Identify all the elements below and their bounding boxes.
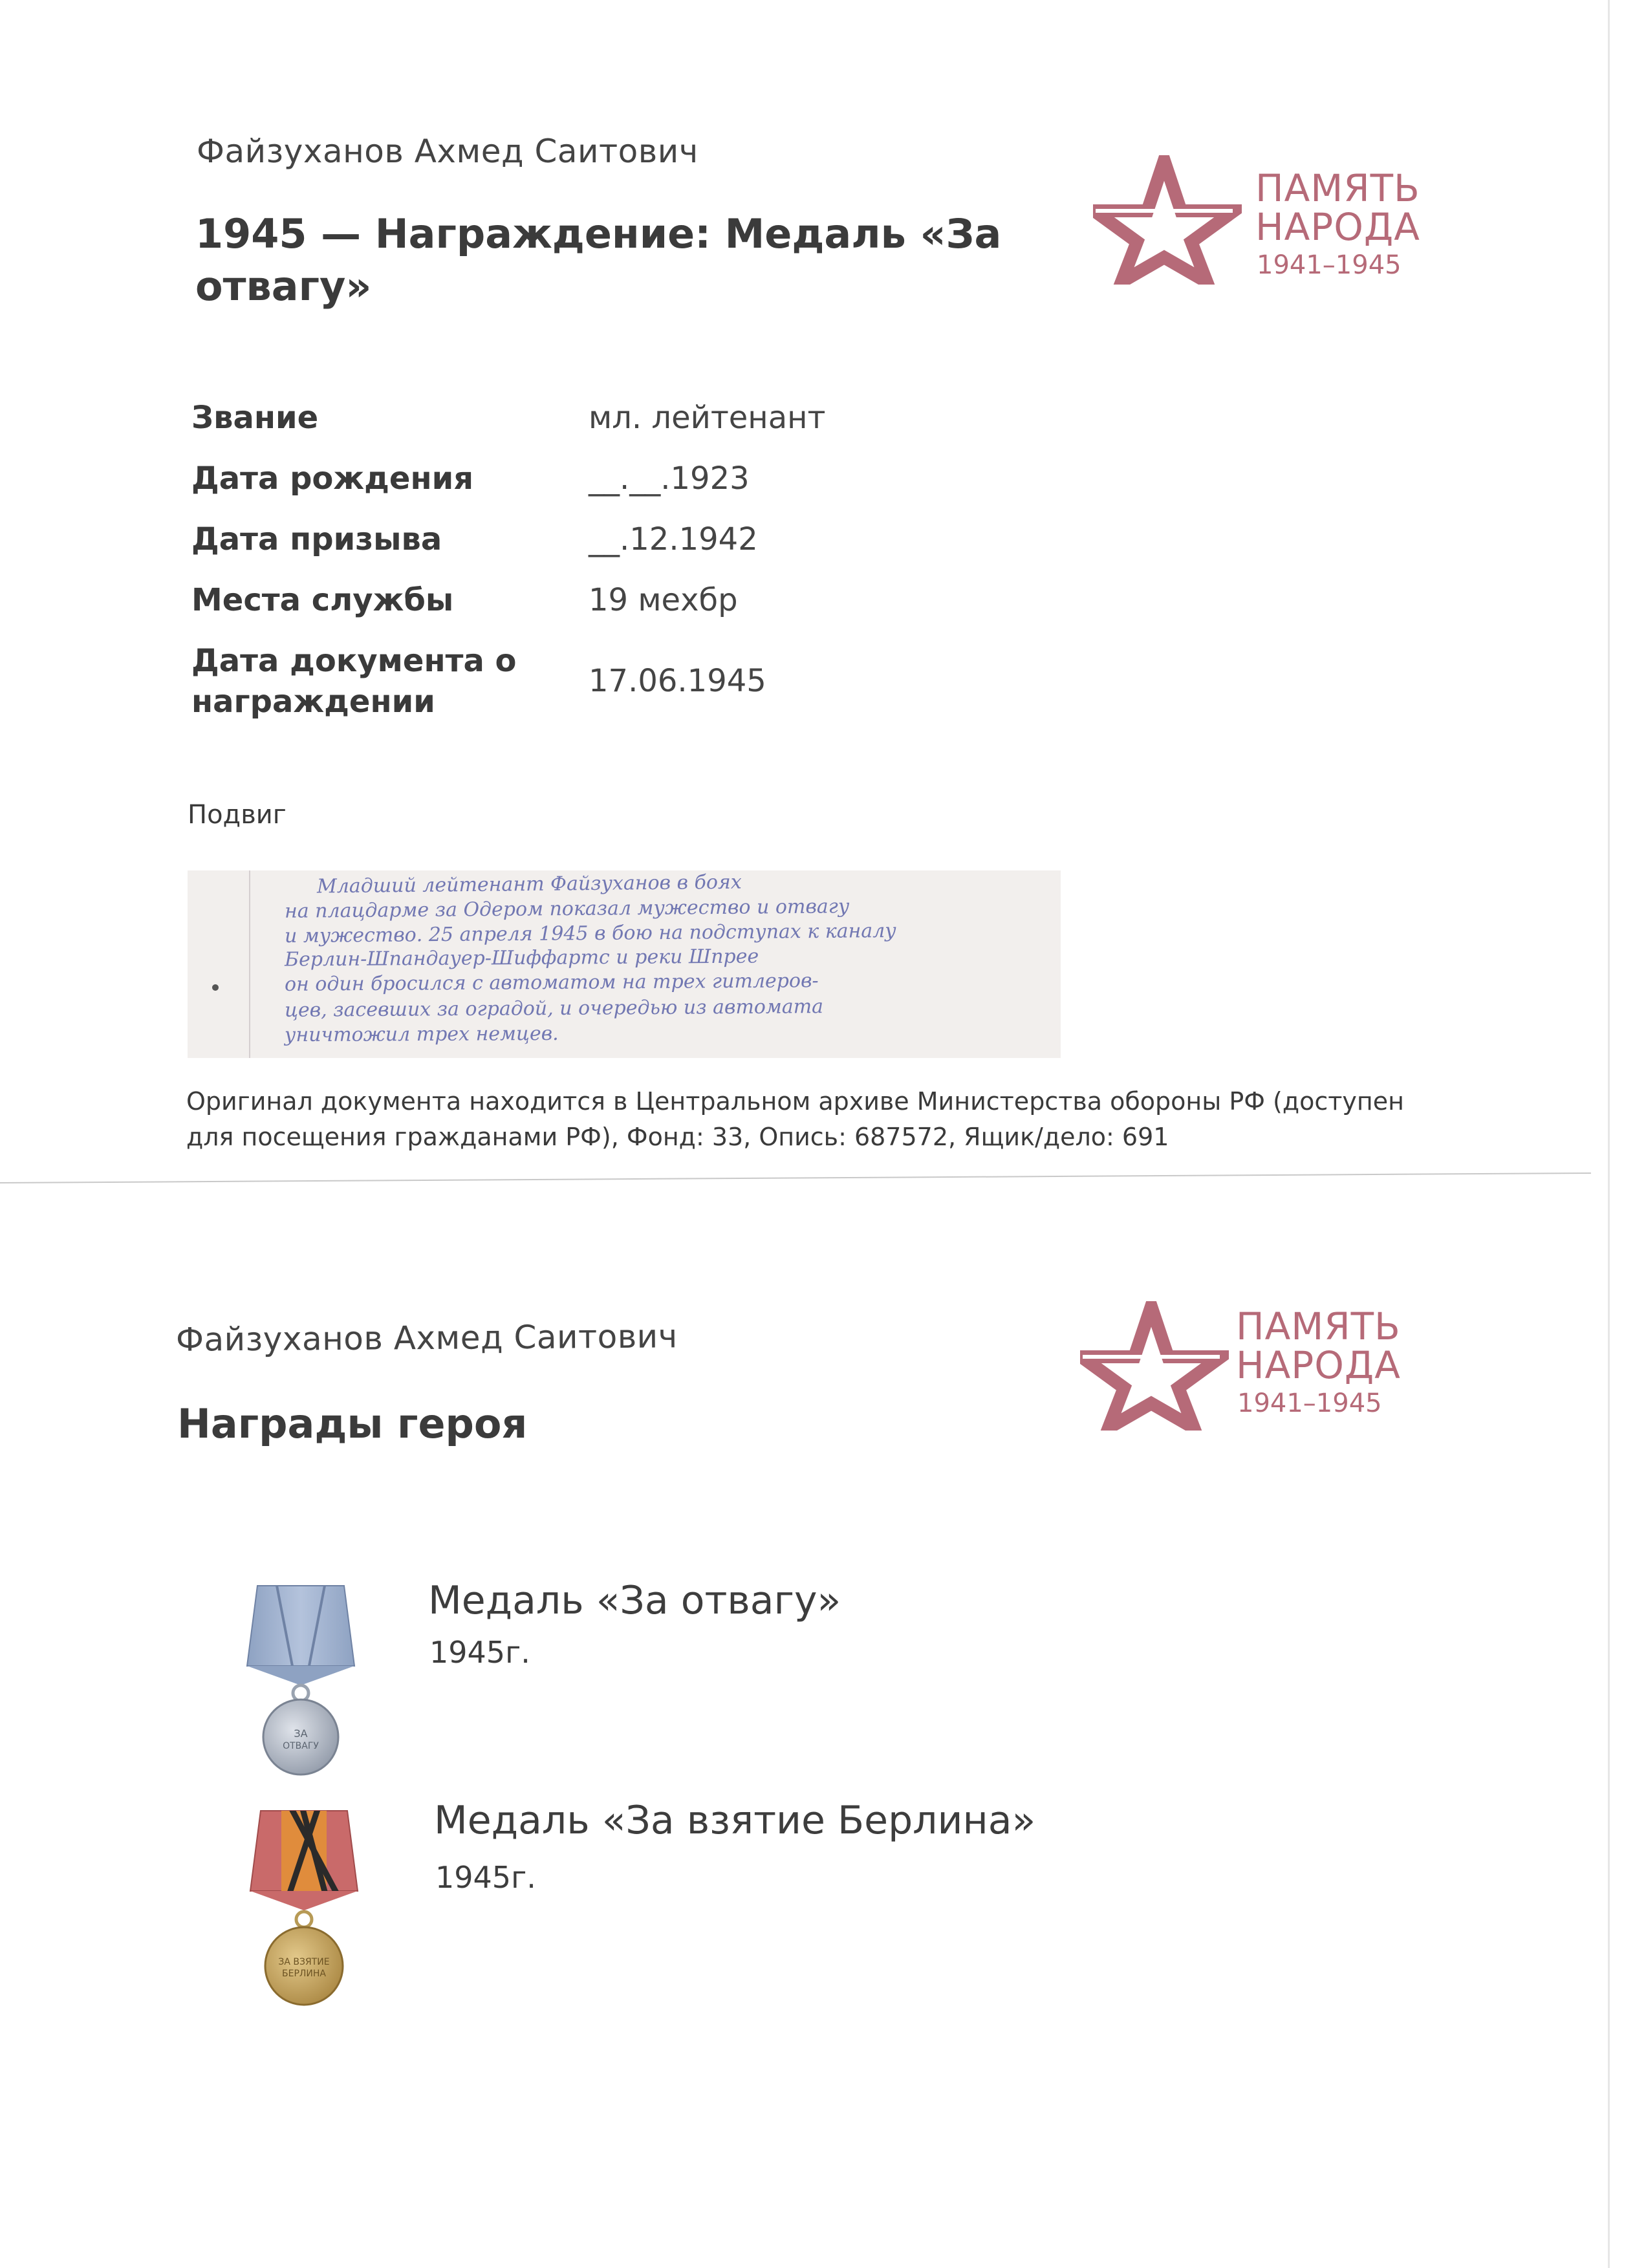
logo-line-2: НАРОДА [1236,1343,1401,1387]
pamyat-naroda-logo [1093,155,1455,285]
info-value: __.__.1923 [589,460,750,497]
award-name: Медаль «За взятие Берлина» [434,1798,1036,1843]
award-item [249,1798,1154,2005]
handwritten-line: на плацдарме за Одером показал мужество и отвагу [284,895,850,923]
info-label: Места службы [191,582,454,619]
info-row [191,570,825,631]
award-year: 1945г. [435,1860,536,1895]
info-row [191,631,825,732]
info-row [191,449,825,510]
info-value: 19 мехбр [589,582,738,619]
archive-note: Оригинал документа находится в Центральном архиве Министерства обороны РФ (доступен для посещения гражданами РФ), Фонд: 33, Опись: 687572, Ящик/дело: 691 [186,1087,1404,1152]
svg-text:ОТВАГУ: ОТВАГУ [283,1741,319,1751]
awards-heading: Награды героя [177,1400,528,1447]
info-table [191,388,825,732]
svg-text:ЗА ВЗЯТИЕ: ЗА ВЗЯТИЕ [278,1957,330,1967]
logo-line-1: ПАМЯТЬ [1236,1304,1401,1348]
award-year: 1945г. [429,1635,530,1670]
svg-text:БЕРЛИНА: БЕРЛИНА [282,1969,326,1979]
info-row [191,510,825,570]
scan-margin-line [249,870,250,1058]
logo-line-1: ПАМЯТЬ [1255,166,1420,210]
scan-edge-line [1608,0,1610,2268]
person-name: Файзуханов Ахмед Саитович [197,133,698,170]
star-icon [1093,155,1242,285]
logo-years: 1941–1945 [1257,250,1402,280]
info-label: Дата рождения [191,460,474,497]
medal-for-courage-icon [246,1583,356,1777]
info-label: Дата призыва [191,521,442,558]
handwritten-document-scan [188,870,1061,1058]
podvig-label: Подвиг [188,800,287,830]
handwritten-line: Младший лейтенант Файзуханов в боях [316,870,742,898]
medal-capture-of-berlin-icon [249,1808,359,2009]
info-label: Звание [191,400,319,437]
page-divider [0,1172,1591,1183]
award-name: Медаль «За отвагу» [428,1578,841,1623]
handwritten-line: уничтожил трех немцев. [284,1022,559,1047]
info-value: 17.06.1945 [589,663,766,700]
svg-text:ЗА: ЗА [294,1727,308,1740]
handwritten-line: цев, засевших за оградой, и очередью из автомата [284,995,824,1022]
logo-years: 1941–1945 [1237,1388,1382,1418]
star-icon [1080,1301,1229,1431]
info-value: __.12.1942 [589,521,758,558]
info-label: Дата документа о награждении [191,642,517,720]
logo-line-2: НАРОДА [1255,205,1420,249]
page-title: 1945 — Награждение: Медаль «За отвагу» [195,210,1002,310]
pamyat-naroda-logo-2 [1080,1301,1442,1431]
handwritten-line: Берлин-Шпандауер-Шиффартс и реки Шпрее [284,945,759,971]
person-name-page2: Файзуханов Ахмед Саитович [175,1317,678,1359]
award-item [246,1578,1151,1785]
hole-punch-dot [212,984,219,991]
info-row [191,388,825,449]
info-value: мл. лейтенант [589,400,826,437]
handwritten-line: и мужество. 25 апреля 1945 в бою на подступах к каналу [284,919,896,948]
handwritten-line: он один бросился с автоматом на трех гитлеров- [284,969,819,996]
